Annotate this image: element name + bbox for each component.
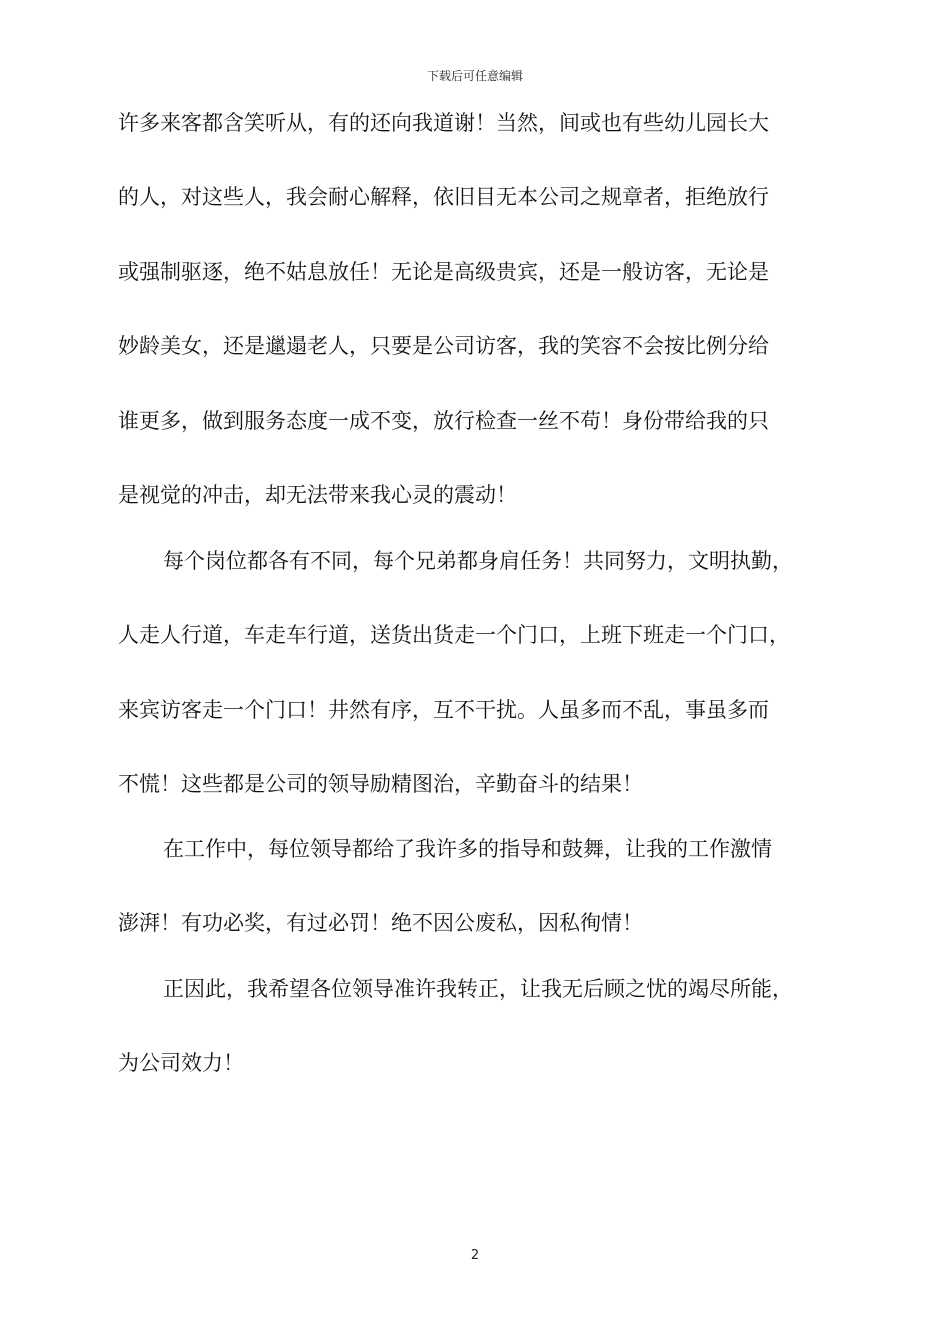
- paragraph-1-line-3: 或强制驱逐，绝不姑息放任！无论是高级贵宾，还是一般访客，无论是: [118, 260, 769, 284]
- paragraph-2-line-3: 来宾访客走一个门口！井然有序，互不干扰。人虽多而不乱，事虽多而: [118, 698, 769, 722]
- paragraph-1-line-4: 妙龄美女，还是邋遢老人，只要是公司访客，我的笑容不会按比例分给: [118, 334, 769, 358]
- paragraph-2-line-2: 人走人行道，车走车行道，送货出货走一个门口，上班下班走一个门口，: [118, 623, 790, 647]
- paragraph-2-line-1: 每个岗位都各有不同，每个兄弟都身肩任务！共同努力，文明执勤，: [163, 549, 793, 573]
- page-number: 2: [470, 1248, 480, 1263]
- paragraph-4-line-1: 正因此，我希望各位领导准许我转正，让我无后顾之忧的竭尽所能，: [163, 977, 793, 1001]
- paragraph-1-line-6: 是视觉的冲击，却无法带来我心灵的震动！: [118, 483, 517, 507]
- page-header: 下载后可任意编辑: [426, 69, 523, 83]
- paragraph-1-line-1: 许多来客都含笑听从，有的还向我道谢！当然，间或也有些幼儿园长大: [118, 111, 769, 135]
- paragraph-4-line-2: 为公司效力！: [118, 1051, 244, 1075]
- paragraph-1-line-2: 的人，对这些人，我会耐心解释，依旧目无本公司之规章者，拒绝放行: [118, 185, 769, 209]
- paragraph-2-line-4: 不慌！这些都是公司的领导励精图治，辛勤奋斗的结果！: [118, 772, 643, 796]
- paragraph-1-line-5: 谁更多，做到服务态度一成不变，放行检查一丝不苟！身份带给我的只: [118, 409, 769, 433]
- paragraph-3-line-1: 在工作中，每位领导都给了我许多的指导和鼓舞，让我的工作激情: [163, 837, 772, 861]
- paragraph-3-line-2: 澎湃！有功必奖，有过必罚！绝不因公废私，因私徇情！: [118, 911, 643, 935]
